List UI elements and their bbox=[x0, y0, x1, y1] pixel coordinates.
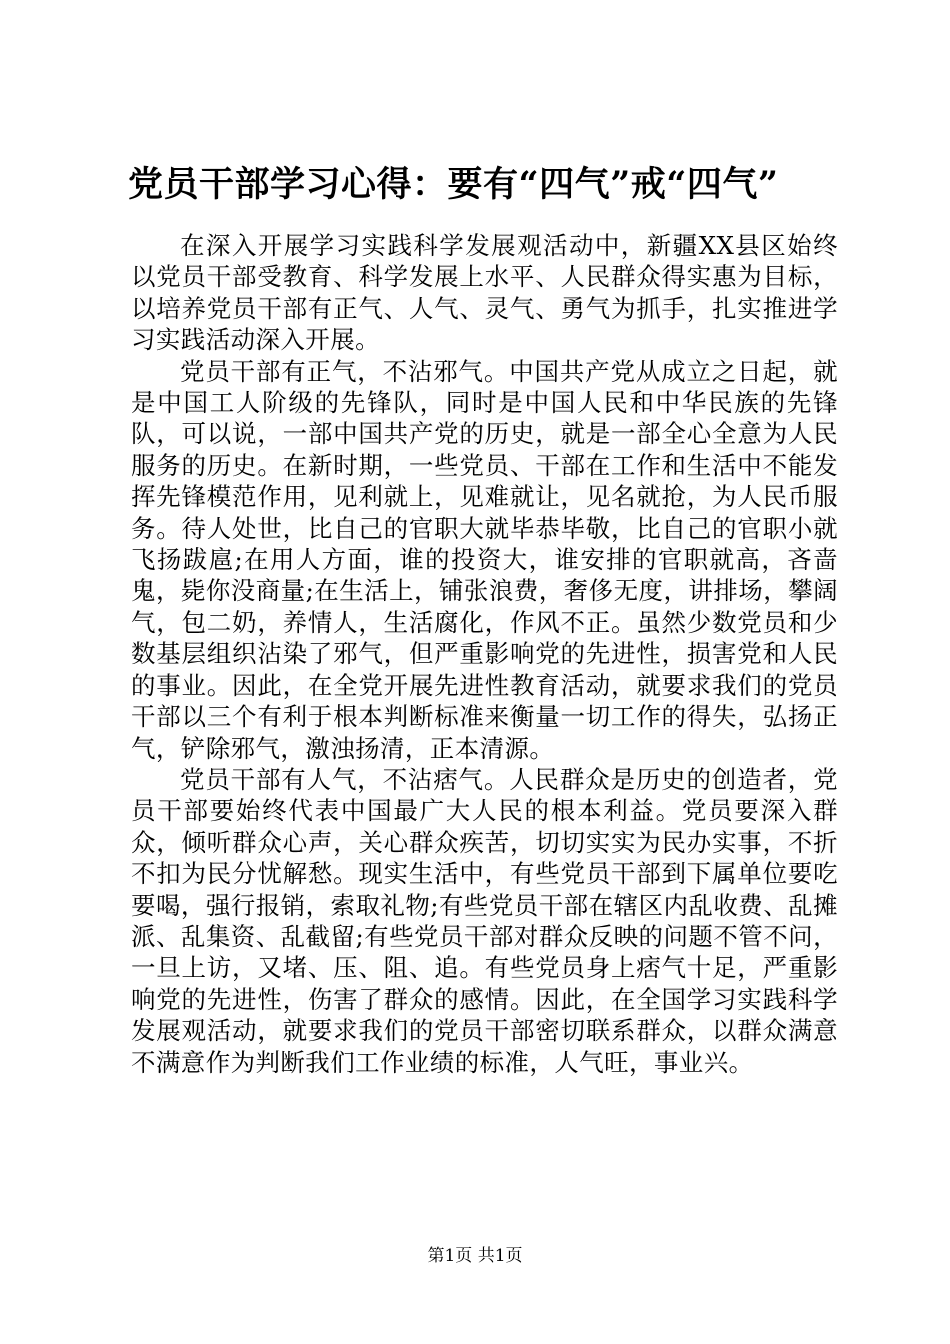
paragraph-renqi: 党员干部有人气，不沾痞气。人民群众是历史的创造者，党员干部要始终代表中国最广大人民的根本利益。党员要深入群众，倾听群众心声，关心群众疾苦，切切实实为民办实事，不折不扣为民分忧解愁。现实生活中，有些党员干部到下属单位要吃要喝，强行报销，索取礼物;有些党员干部在辖区内乱收费、乱摊派、乱集资、乱截留;有些党员干部对群众反映的问题不管不问，一旦上访，又堵、压、阻、追。有些党员身上痞气十足，严重影响党的先进性，伤害了群众的感情。因此，在全国学习实践科学发展观活动，就要求我们的党员干部密切联系群众，以群众满意不满意作为判断我们工作业绩的标准，人气旺，事业兴。 bbox=[131, 764, 838, 1077]
page-title: 党员干部学习心得：要有“四气”戒“四气” bbox=[128, 164, 779, 205]
paragraph-intro: 在深入开展学习实践科学发展观活动中，新疆XX县区始终以党员干部受教育、科学发展上水平、人民群众得实惠为目标，以培养党员干部有正气、人气、灵气、勇气为抓手，扎实推进学习实践活动深入开展。 bbox=[131, 231, 838, 355]
page-footer: 第1页 共1页 bbox=[427, 1246, 523, 1266]
paragraph-zhengqi: 党员干部有正气，不沾邪气。中国共产党从成立之日起，就是中国工人阶级的先锋队，同时是中国人民和中华民族的先锋队，可以说，一部中国共产党的历史，就是一部全心全意为人民服务的历史。在新时期，一些党员、干部在工作和生活中不能发挥先锋模范作用，见利就上，见难就让，见名就抢，为人民币服务。待人处世，比自己的官职大就毕恭毕敬，比自己的官职小就飞扬跋扈;在用人方面，谁的投资大，谁安排的官职就高，吝啬鬼，毙你没商量;在生活上，铺张浪费，奢侈无度，讲排场，攀阔气，包二奶，养情人，生活腐化，作风不正。虽然少数党员和少数基层组织沾染了邪气，但严重影响党的先进性，损害党和人民的事业。因此，在全党开展先进性教育活动，就要求我们的党员干部以三个有利于根本判断标准来衡量一切工作的得失，弘扬正气，铲除邪气，激浊扬清，正本清源。 bbox=[131, 356, 838, 763]
document-body bbox=[131, 230, 838, 1078]
